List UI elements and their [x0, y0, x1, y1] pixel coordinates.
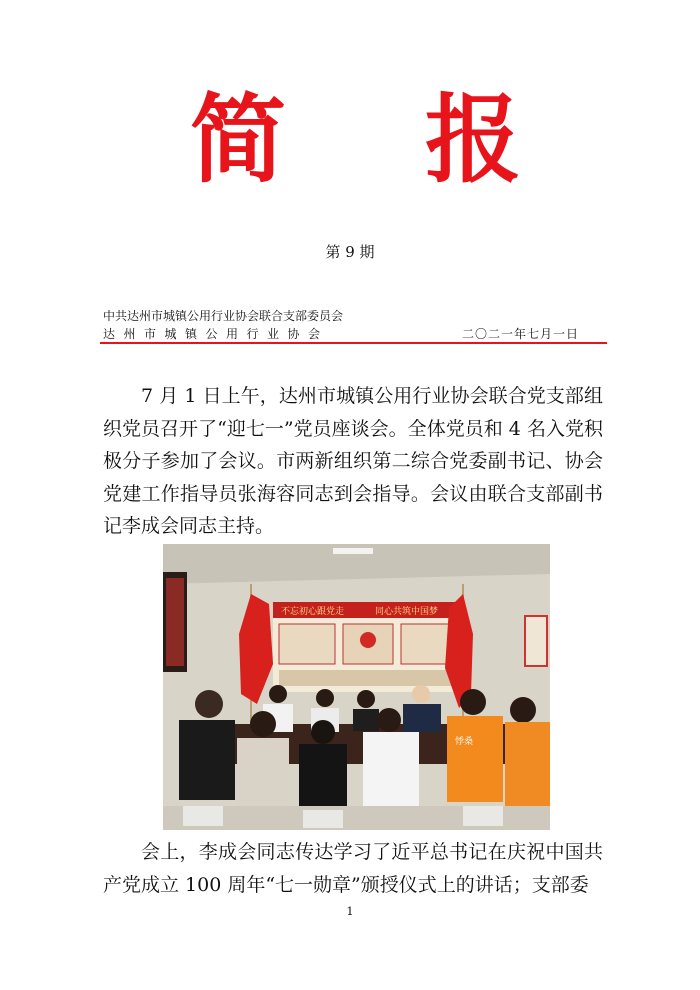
page-number: 1	[346, 905, 354, 918]
title-char-jian: 简	[190, 84, 286, 196]
banner-slogan-left: 不忘初心跟党走	[281, 607, 345, 617]
header-red-rule	[100, 342, 607, 344]
meeting-photo	[163, 544, 550, 830]
banner-slogan-right: 同心共筑中国梦	[375, 607, 439, 617]
issue-number: 第 9 期	[325, 243, 375, 261]
paragraph-meeting-study: 会上，李成会同志传达学习了近平总书记在庆祝中国共产党成立 100 周年“七一勋章”颁授仪式上的讲话；支部委	[103, 841, 603, 896]
paragraph-meeting-intro: 7 月 1 日上午，达州市城镇公用行业协会联合党支部组织党员召开了“迎七一”党员座谈会。全体党员和 4 名入党积极分子参加了会议。市两新组织第二综合党委副书记、协会党建工作指导员张海容同志到会指导。会议由联合支部副书记李成会同志主持。	[103, 385, 603, 537]
shirt-print-text: 悸桑	[455, 737, 474, 747]
issue-date: 二〇二一年七月一日	[462, 327, 580, 341]
issuer-party-committee: 中共达州市城镇公用行业协会联合支部委员会	[103, 309, 344, 323]
issuer-association: 达州市城镇公用行业协会	[103, 327, 329, 341]
title-char-bao: 报	[425, 84, 521, 196]
